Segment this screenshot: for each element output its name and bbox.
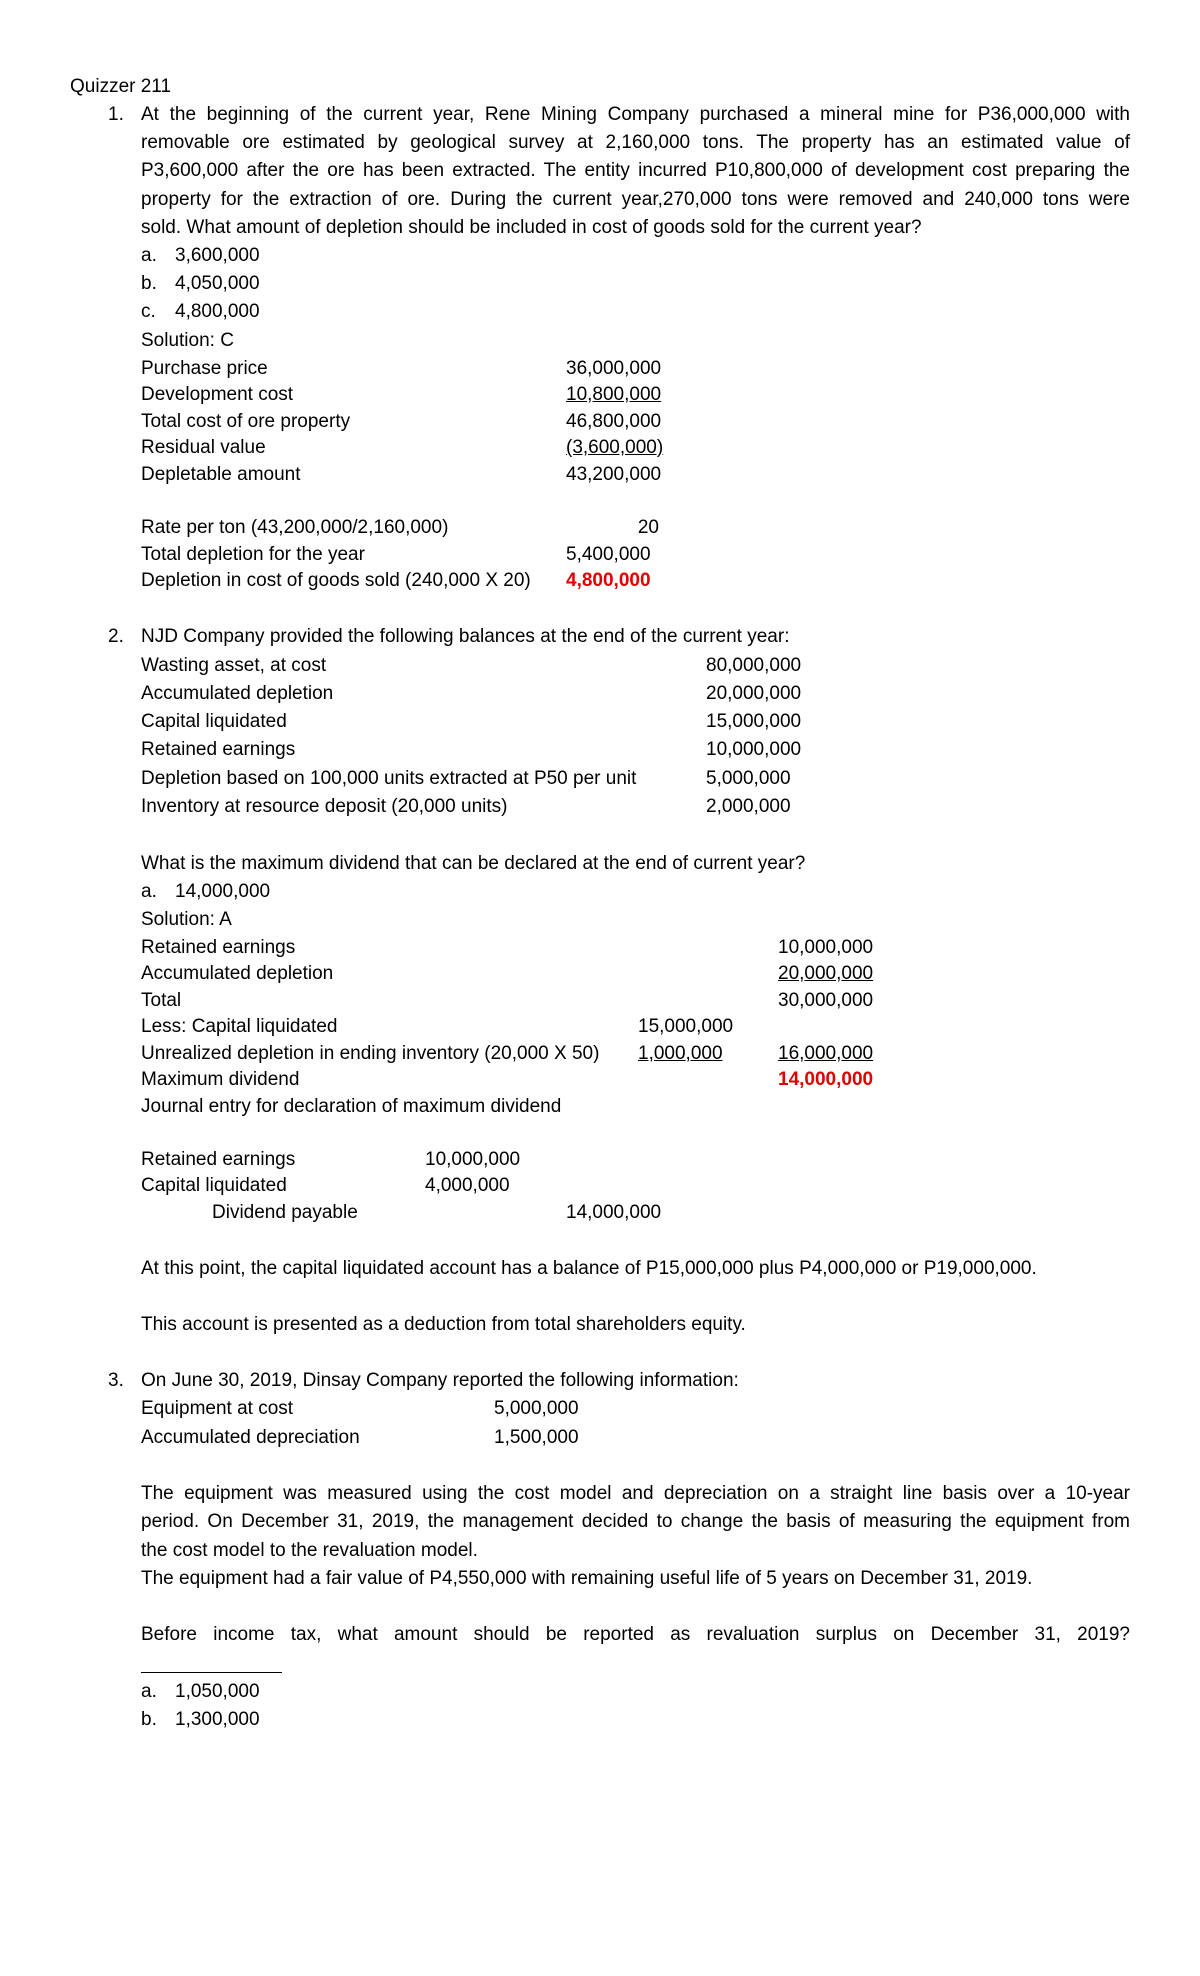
- q1-answer-value: 4,800,000: [566, 570, 651, 591]
- q2-sol-label: Less: Capital liquidated: [141, 1016, 338, 1037]
- q1-row-label: Development cost: [141, 384, 294, 405]
- q2-balance-value: 2,000,000: [706, 796, 791, 817]
- q1-row-value: 43,200,000: [566, 464, 662, 485]
- q2-balance-value: 10,000,000: [706, 739, 802, 760]
- q1-text-line: removable ore estimated by geological survey at 2,160,000 tons. The property has an estimated value of: [141, 132, 1130, 153]
- q2-sol-label: Maximum dividend: [141, 1069, 300, 1090]
- q1-choice-letter: c.: [141, 301, 156, 322]
- q1-calc-label: Rate per ton (43,200,000/2,160,000): [141, 517, 449, 538]
- q1-row-label: Depletable amount: [141, 464, 301, 485]
- q1-row-value: 10,800,000: [566, 384, 662, 405]
- q3-choice-value: 1,300,000: [175, 1709, 260, 1730]
- q1-calc-value: 5,400,000: [566, 544, 651, 565]
- q3-fair-value: The equipment had a fair value of P4,550,000 with remaining useful life of 5 years on December 31, 2019.: [141, 1568, 1033, 1589]
- q3-text-line: period. On December 31, 2019, the management decided to change the basis of measuring the equipment from: [141, 1511, 1130, 1532]
- q1-text-line: sold. What amount of depletion should be included in cost of goods sold for the current year?: [141, 217, 922, 238]
- q2-note: At this point, the capital liquidated account has a balance of P15,000,000 plus P4,000,000 or P19,000,000.: [141, 1258, 1037, 1279]
- q1-row-value: (3,600,000): [566, 437, 664, 458]
- q2-journal-account: Capital liquidated: [141, 1175, 287, 1196]
- q2-intro: NJD Company provided the following balances at the end of the current year:: [141, 626, 790, 647]
- q2-balance-value: 80,000,000: [706, 655, 802, 676]
- q3-row-value: 1,500,000: [494, 1427, 579, 1448]
- q3-choice-letter: b.: [141, 1709, 157, 1730]
- q3-intro: On June 30, 2019, Dinsay Company reported the following information:: [141, 1370, 739, 1391]
- q2-journal-account: Dividend payable: [212, 1202, 358, 1223]
- q1-choice-value: 4,800,000: [175, 301, 260, 322]
- q1-choice-letter: b.: [141, 273, 157, 294]
- q2-balance-label: Inventory at resource deposit (20,000 units): [141, 796, 508, 817]
- q2-question: What is the maximum dividend that can be declared at the end of current year?: [141, 853, 806, 874]
- q2-balance-label: Capital liquidated: [141, 711, 287, 732]
- q3-text-line: The equipment was measured using the cost model and depreciation on a straight line basis over a 10-year: [141, 1483, 1130, 1504]
- q2-sol-label: Unrealized depletion in ending inventory (20,000 X 50): [141, 1043, 600, 1064]
- q2-sol-value: 16,000,000: [778, 1043, 874, 1064]
- q2-balance-label: Accumulated depletion: [141, 683, 334, 704]
- q2-sol-label: Retained earnings: [141, 937, 296, 958]
- q1-choice-value: 4,050,000: [175, 273, 260, 294]
- q1-row-value: 46,800,000: [566, 411, 662, 432]
- q1-row-label: Purchase price: [141, 358, 268, 379]
- q3-row-label: Accumulated depreciation: [141, 1427, 360, 1448]
- q2-sol-value: 10,000,000: [778, 937, 874, 958]
- q2-balance-value: 20,000,000: [706, 683, 802, 704]
- q3-choice-letter: a.: [141, 1681, 157, 1702]
- q2-balance-label: Retained earnings: [141, 739, 296, 760]
- q2-balance-value: 5,000,000: [706, 768, 791, 789]
- q2-journal-credit: 14,000,000: [566, 1202, 662, 1223]
- q2-sol-label: Accumulated depletion: [141, 963, 334, 984]
- q2-sol-mid: 1,000,000: [638, 1043, 723, 1064]
- q2-solution: Solution: A: [141, 909, 232, 930]
- q3-number: 3.: [108, 1370, 124, 1391]
- q2-choice-value: 14,000,000: [175, 881, 271, 902]
- q2-balance-value: 15,000,000: [706, 711, 802, 732]
- q2-journal-debit: 4,000,000: [425, 1175, 510, 1196]
- q2-answer-value: 14,000,000: [778, 1069, 874, 1090]
- q1-calc-label: Total depletion for the year: [141, 544, 365, 565]
- q3-row-value: 5,000,000: [494, 1398, 579, 1419]
- q2-number: 2.: [108, 626, 124, 647]
- q1-row-label: Residual value: [141, 437, 266, 458]
- q2-sol-value: 20,000,000: [778, 963, 874, 984]
- answer-blank: [141, 1672, 282, 1673]
- q1-row-label: Total cost of ore property: [141, 411, 351, 432]
- q2-journal-debit: 10,000,000: [425, 1149, 521, 1170]
- q2-sol-mid: 15,000,000: [638, 1016, 734, 1037]
- document-title: Quizzer 211: [70, 76, 172, 97]
- q1-text-line: At the beginning of the current year, Rene Mining Company purchased a mineral mine for P36,000,000 with: [141, 104, 1130, 125]
- q3-question: Before income tax, what amount should be reported as revaluation surplus on December 31, 2019?: [141, 1624, 1130, 1645]
- q3-text-line: the cost model to the revaluation model.: [141, 1540, 478, 1561]
- q2-choice-letter: a.: [141, 881, 157, 902]
- q1-number: 1.: [108, 104, 124, 125]
- q3-row-label: Equipment at cost: [141, 1398, 294, 1419]
- q1-calc-value: 20: [637, 517, 659, 538]
- q2-balance-label: Depletion based on 100,000 units extracted at P50 per unit: [141, 768, 637, 789]
- q2-note: This account is presented as a deduction from total shareholders equity.: [141, 1314, 746, 1335]
- q2-journal-title: Journal entry for declaration of maximum dividend: [141, 1096, 562, 1117]
- q1-row-value: 36,000,000: [566, 358, 662, 379]
- q1-choice-value: 3,600,000: [175, 245, 260, 266]
- q2-balance-label: Wasting asset, at cost: [141, 655, 327, 676]
- q2-journal-account: Retained earnings: [141, 1149, 296, 1170]
- q1-solution: Solution: C: [141, 330, 234, 351]
- q2-sol-value: 30,000,000: [778, 990, 874, 1011]
- q3-choice-value: 1,050,000: [175, 1681, 260, 1702]
- q1-text-line: property for the extraction of ore. During the current year,270,000 tons were removed and 240,000 tons were: [141, 189, 1130, 210]
- q1-choice-letter: a.: [141, 245, 157, 266]
- q2-sol-label: Total: [141, 990, 182, 1011]
- q1-text-line: P3,600,000 after the ore has been extracted. The entity incurred P10,800,000 of development cost preparing the: [141, 160, 1130, 181]
- q1-calc-label: Depletion in cost of goods sold (240,000 X 20): [141, 570, 531, 591]
